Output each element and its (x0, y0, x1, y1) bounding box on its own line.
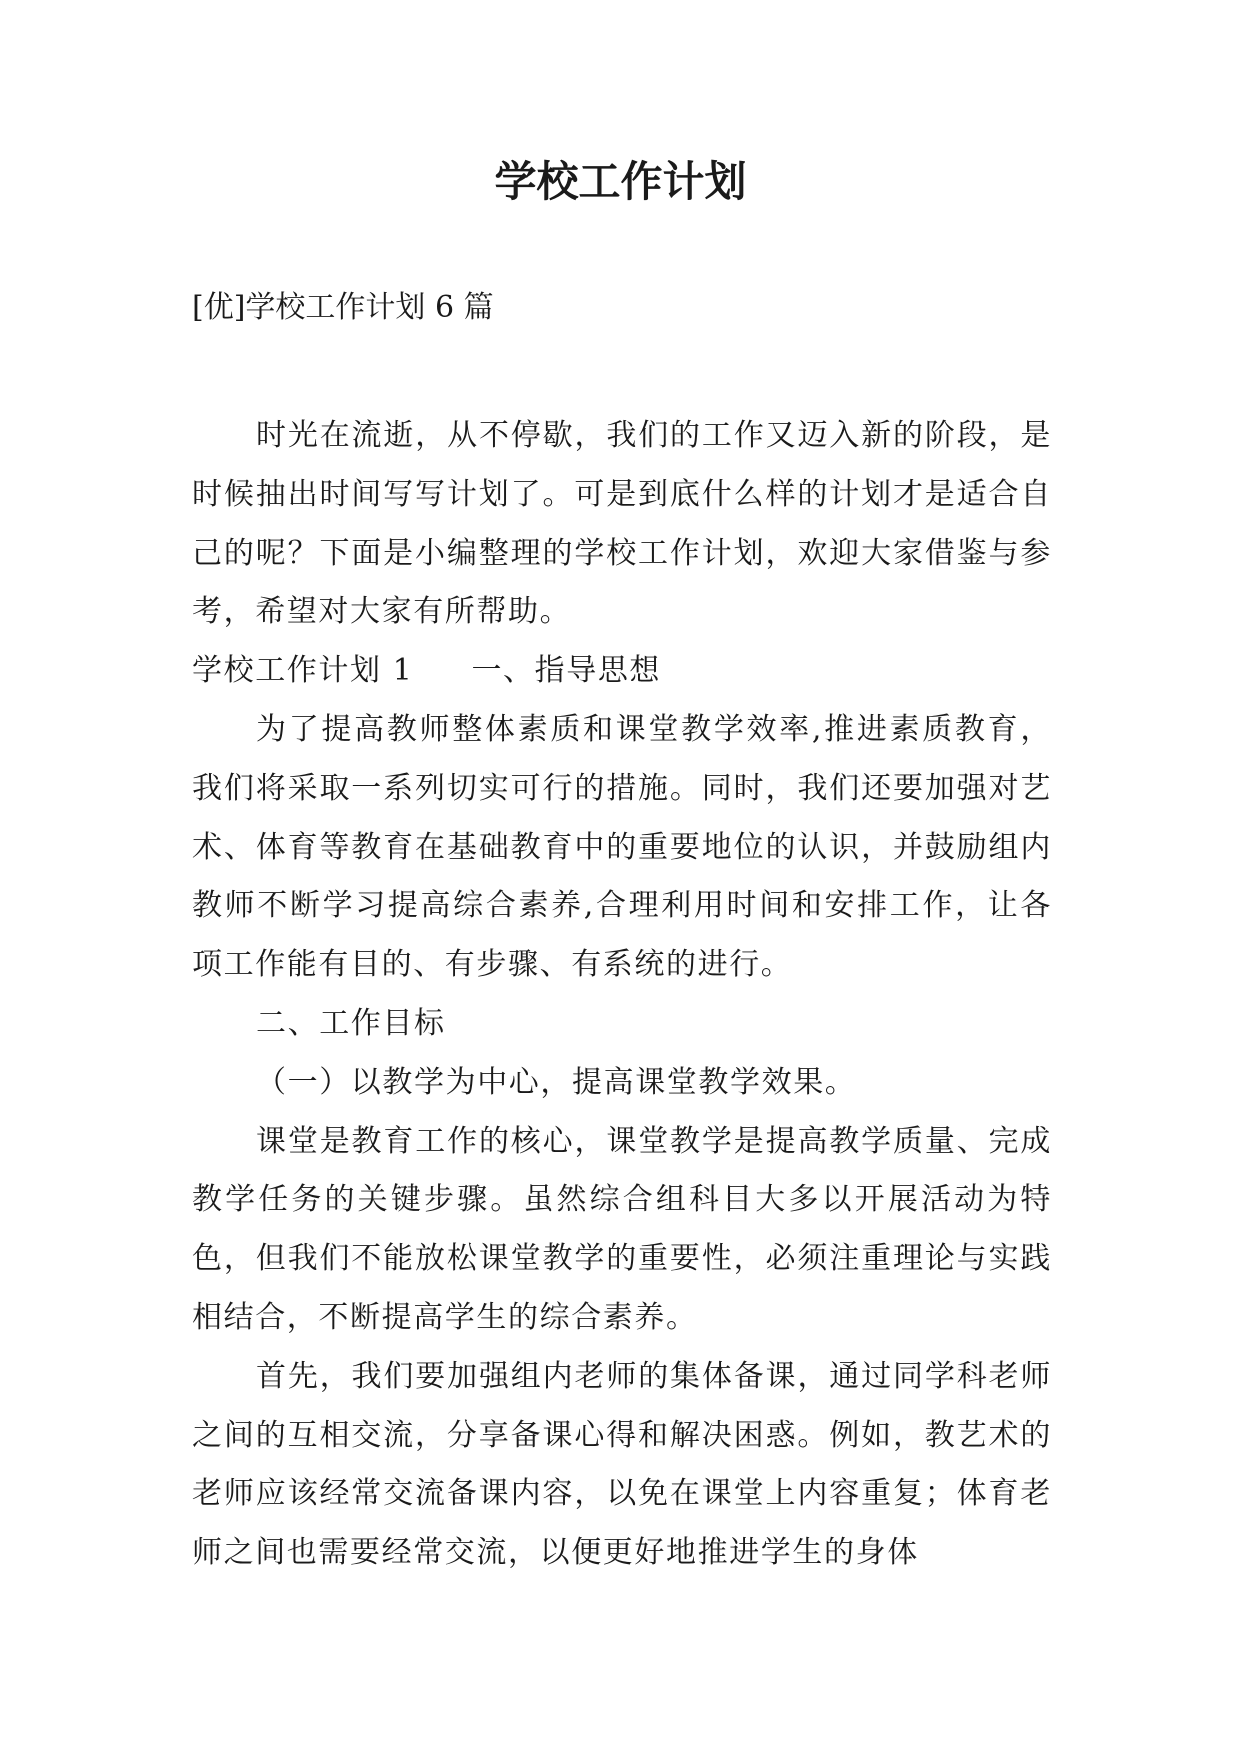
classroom-paragraph: 课堂是教育工作的核心，课堂教学是提高教学质量、完成教学任务的关键步骤。虽然综合组科目大多以开展活动为特色，但我们不能放松课堂教学的重要性，必须注重理论与实践相结合，不断提高学生的综合素养。 (192, 1123, 1052, 1335)
document-subtitle: [优]学校工作计划 6 篇 (192, 290, 494, 325)
document-title: 学校工作计划 (494, 157, 747, 206)
plan-1-label: 学校工作计划 1 (192, 653, 414, 689)
section-2-heading: 二、工作目标 (256, 1005, 446, 1041)
subsection-1-heading: （一）以教学为中心，提高课堂教学效果。 (256, 1064, 857, 1100)
plan-1-heading-line (192, 642, 1052, 701)
section-1-paragraph: 为了提高教师整体素质和课堂教学效率,推进素质教育，我们将采取一系列切实可行的措施。同时，我们还要加强对艺术、体育等教育在基础教育中的重要地位的认识，并鼓励组内教师不断学习提高综合素养,合理利用时间和安排工作，让各项工作能有目的、有步骤、有系统的进行。 (192, 711, 1052, 983)
intro-paragraph: 时光在流逝，从不停歇，我们的工作又迈入新的阶段，是时候抽出时间写写计划了。可是到底什么样的计划才是适合自己的呢？下面是小编整理的学校工作计划，欢迎大家借鉴与参考，希望对大家有所帮助。 (192, 418, 1052, 630)
document-body (192, 407, 1052, 1583)
section-1-heading: 一、指导思想 (471, 653, 662, 689)
first-measure-paragraph: 首先，我们要加强组内老师的集体备课，通过同学科老师之间的互相交流，分享备课心得和解决困惑。例如，教艺术的老师应该经常交流备课内容，以免在课堂上内容重复；体育老师之间也需要经常交流，以便更好地推进学生的身体 (192, 1358, 1052, 1571)
